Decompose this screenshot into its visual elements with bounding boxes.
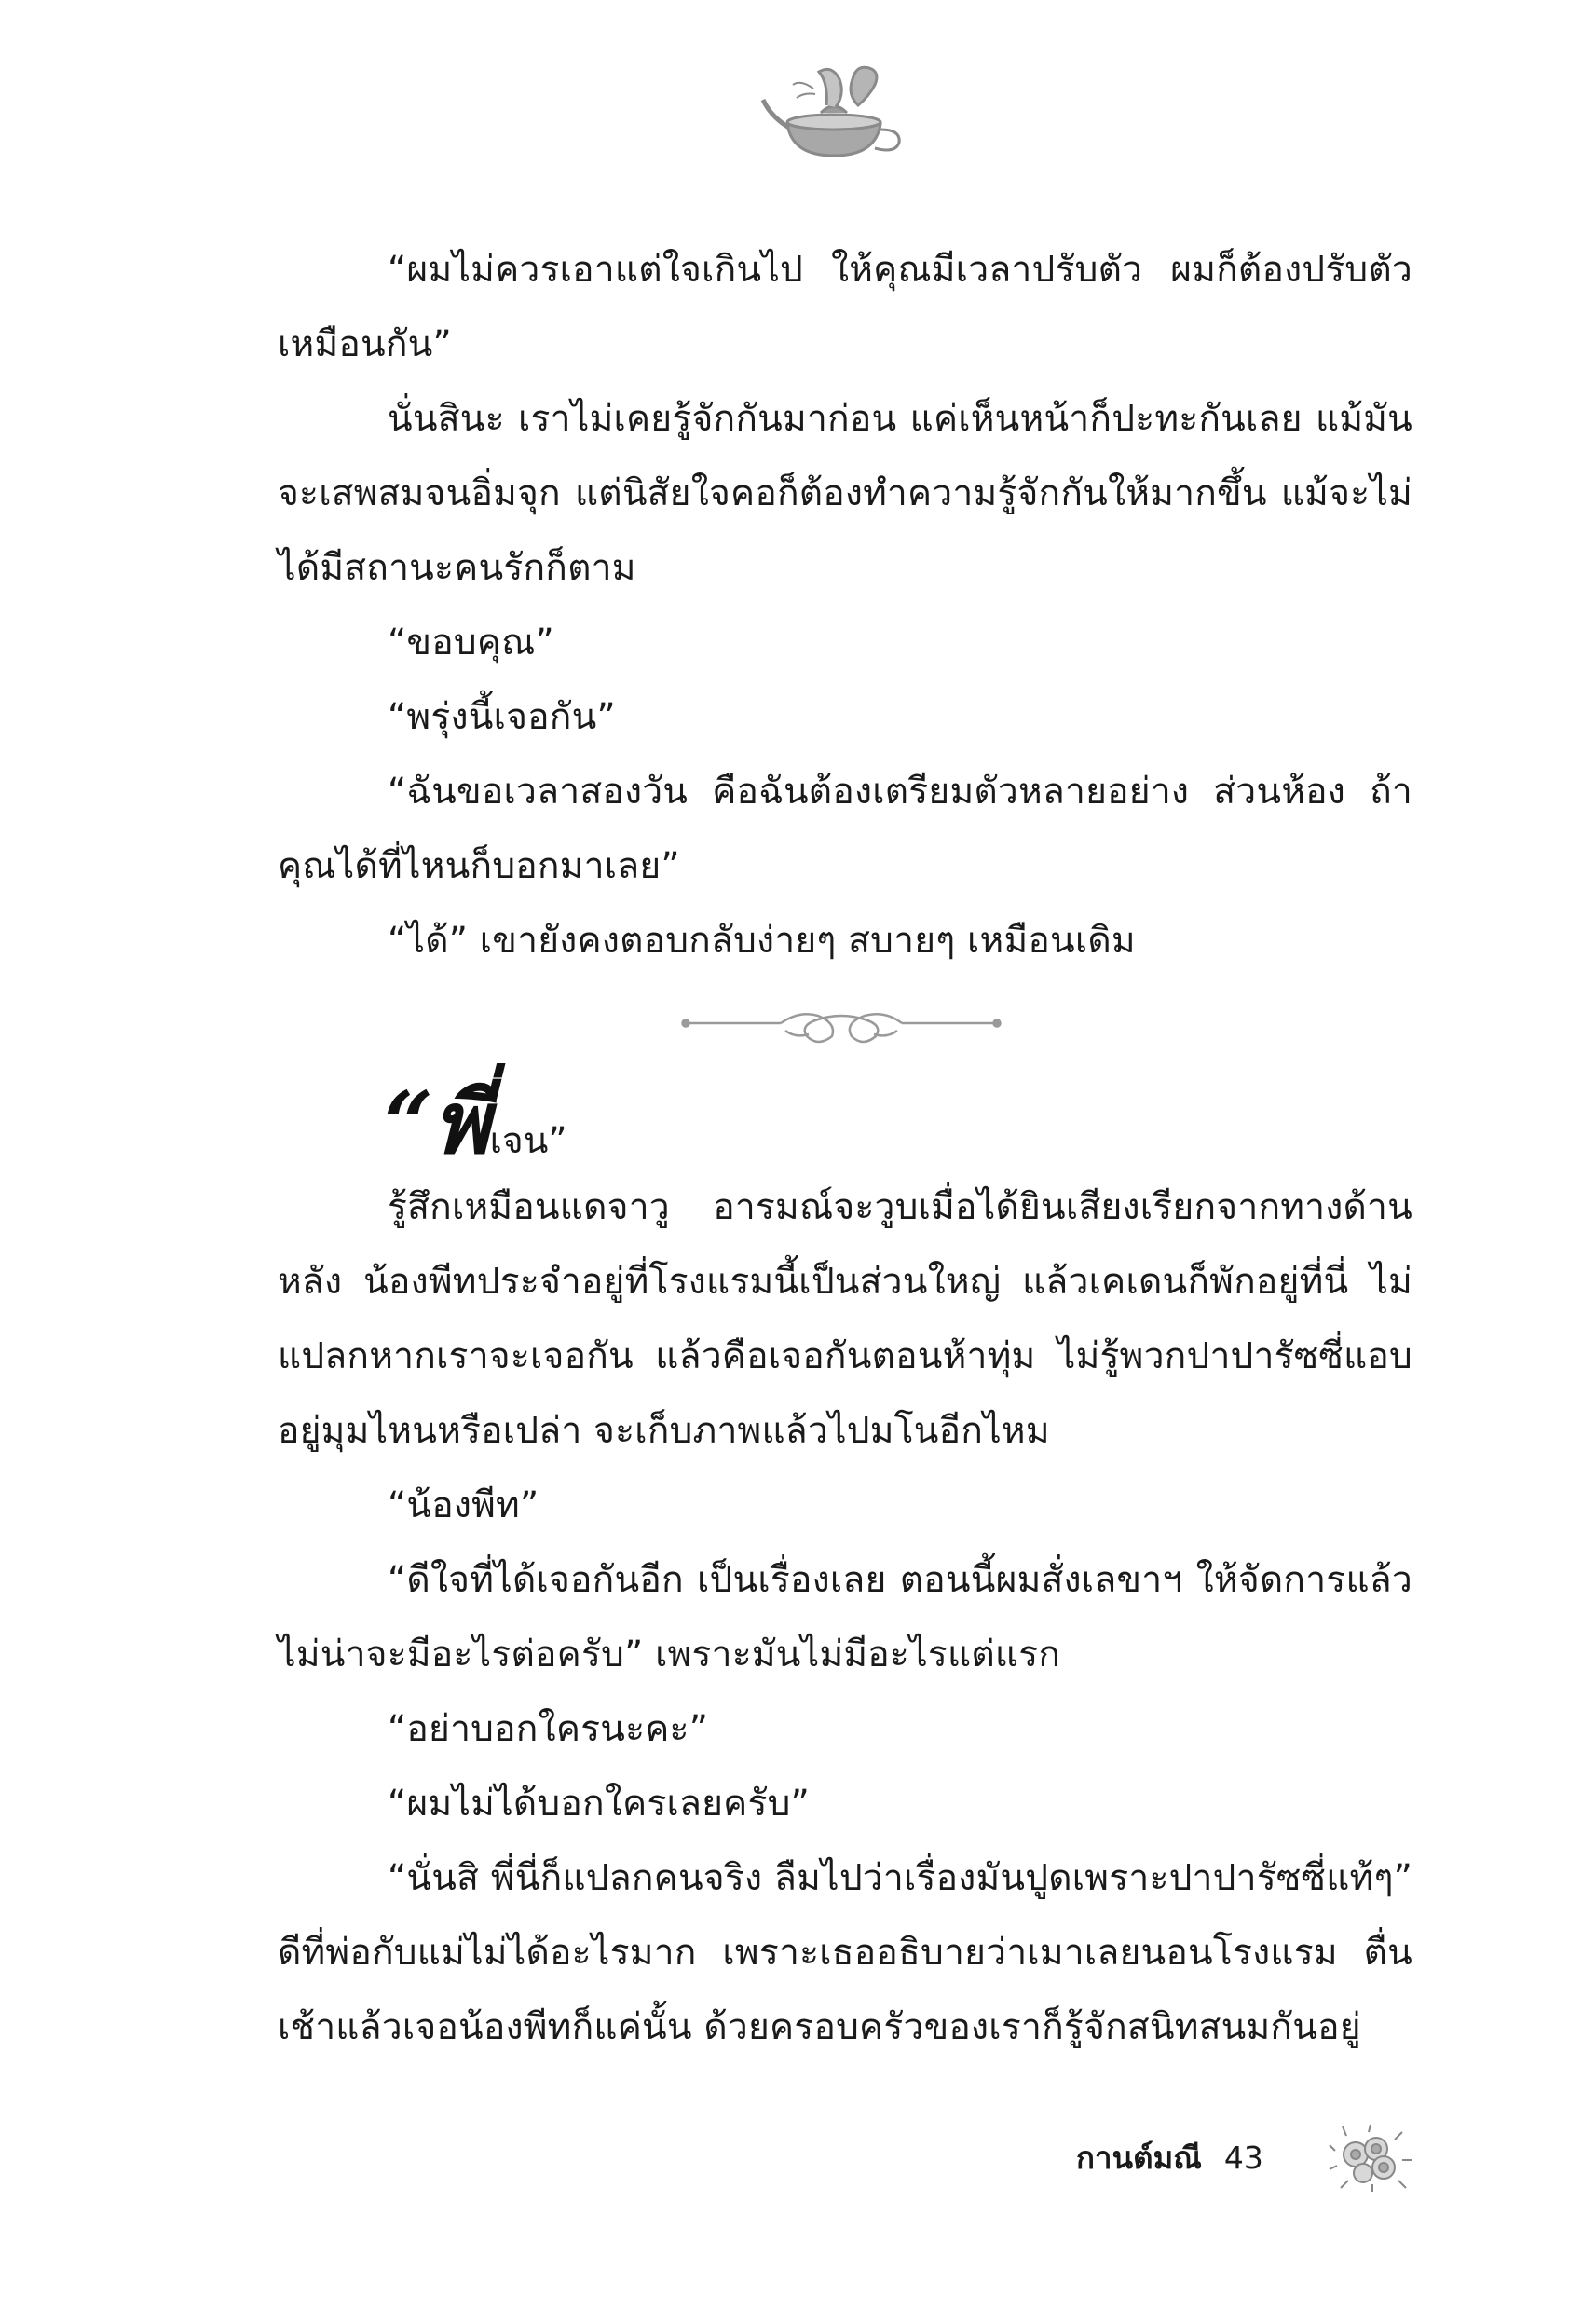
page-number: 43 xyxy=(1223,2140,1263,2176)
text-block-1 xyxy=(278,233,1412,978)
teapot-ornament-icon xyxy=(759,51,908,163)
drop-cap-continuation: เจน” xyxy=(489,1120,567,1162)
paragraph: “ผมไม่ได้บอกใครเลยครับ” xyxy=(388,1783,810,1825)
scroll-divider-icon xyxy=(678,995,1004,1051)
text-block-2 xyxy=(278,1170,1412,2065)
paragraph: “ขอบคุณ” xyxy=(388,622,554,663)
chapter-opening xyxy=(384,1072,567,1174)
paragraph: “ได้” เขายังคงตอบกลับง่ายๆ สบายๆ เหมือนเดิม xyxy=(388,920,1136,962)
paragraph: นั่นสินะ เราไม่เคยรู้จักกันมาก่อน แค่เห็นหน้าก็ปะทะกันเลย แม้มันจะเสพสมจนอิ่มจุก แต่นิสัยใจคอก็ต้องทำความรู้จักกันให้มากขึ้น แม้จะไม่ได้มีสถานะคนรักก็ตาม xyxy=(278,398,1412,589)
flower-bouquet-icon xyxy=(1328,2123,1413,2192)
page-footer xyxy=(1076,2132,1263,2184)
paragraph: “อย่าบอกใครนะคะ” xyxy=(388,1708,709,1750)
paragraph: “น้องพีท” xyxy=(388,1484,539,1526)
paragraph: “ผมไม่ควรเอาแต่ใจเกินไป ให้คุณมีเวลาปรับตัว ผมก็ต้องปรับตัวเหมือนกัน” xyxy=(278,249,1412,365)
paragraph: “พรุ่งนี้เจอกัน” xyxy=(388,696,616,738)
paragraph: “นั่นสิ พี่นี่ก็แปลกคนจริง ลืมไปว่าเรื่องมันปูดเพราะปาปารัซซี่แท้ๆ” ดีที่พ่อกับแม่ไม่ได้อะไรมาก เพราะเธออธิบายว่าเมาเลยนอนโรงแรม ตื่นเช้าแล้วเจอน้องพีทก็แค่นั้น ด้วยครอบครัวของเราก็รู้จักสนิทสนมกันอยู่ xyxy=(278,1857,1412,2048)
paragraph: “ดีใจที่ได้เจอกันอีก เป็นเรื่องเลย ตอนนี้ผมสั่งเลขาฯ ให้จัดการแล้ว ไม่น่าจะมีอะไรต่อครับ” เพราะมันไม่มีอะไรแต่แรก xyxy=(278,1559,1412,1675)
running-title: กานต์มณี xyxy=(1076,2140,1202,2176)
paragraph: “ฉันขอเวลาสองวัน คือฉันต้องเตรียมตัวหลายอย่าง ส่วนห้อง ถ้าคุณได้ที่ไหนก็บอกมาเลย” xyxy=(278,771,1412,887)
paragraph: รู้สึกเหมือนแดจาวู อารมณ์จะวูบเมื่อได้ยินเสียงเรียกจากทางด้านหลัง น้องพีทประจำอยู่ที่โรงแรมนี้เป็นส่วนใหญ่ แล้วเคเดนก็พักอยู่ที่นี่ ไม่แปลกหากเราจะเจอกัน แล้วคือเจอกันตอนห้าทุ่ม ไม่รู้พวกปาปารัซซี่แอบอยู่มุมไหนหรือเปล่า จะเก็บภาพแล้วไปมโนอีกไหม xyxy=(278,1186,1412,1452)
drop-cap-word: “พี่ xyxy=(384,1073,490,1173)
